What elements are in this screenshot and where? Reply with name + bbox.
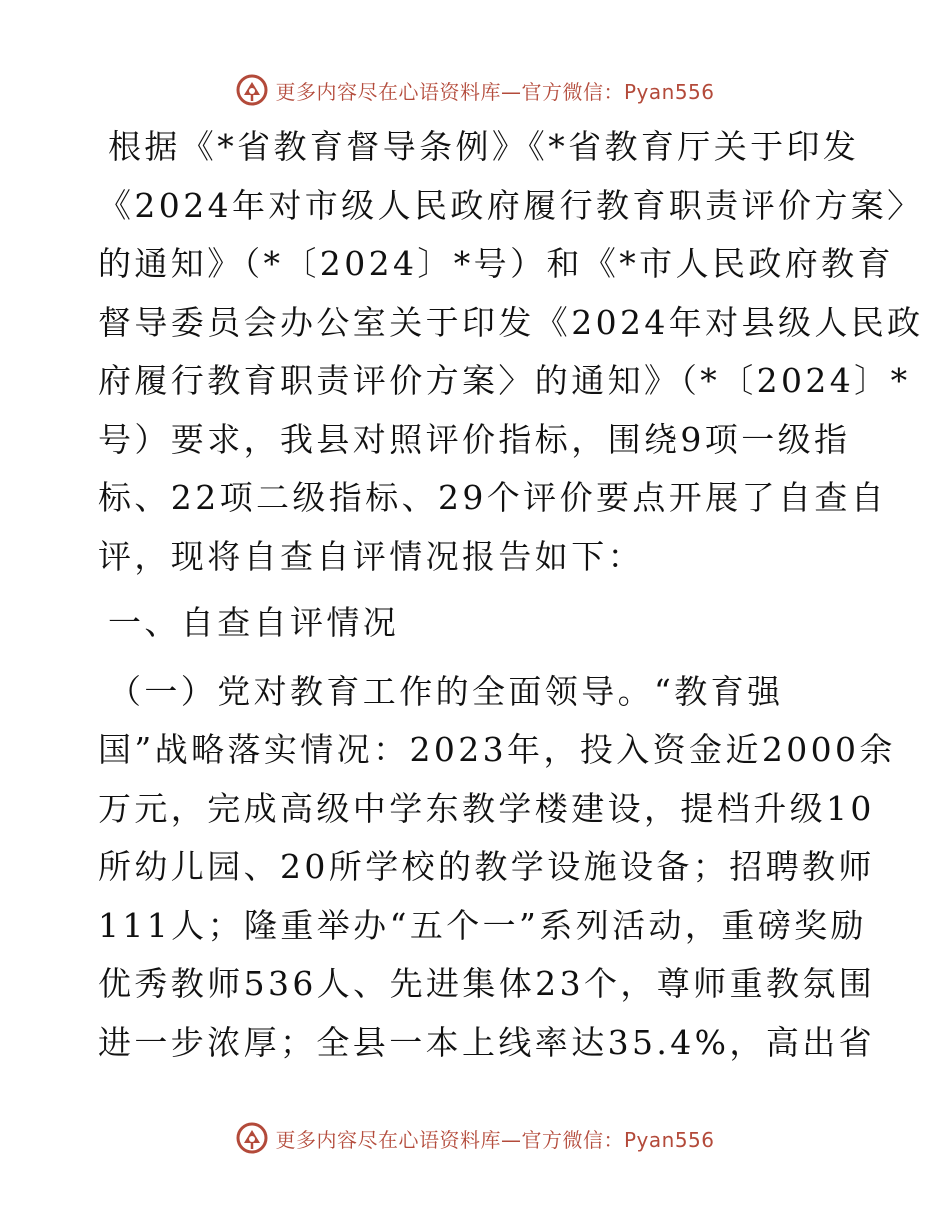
watermark-wechat-id: Pyan556 (623, 1127, 715, 1152)
watermark-separator: — (500, 79, 522, 104)
text-line: 根据《*省教育督导条例》《*省教育厅关于印发 (108, 127, 860, 166)
watermark-text (275, 1124, 714, 1153)
intro-paragraph (98, 118, 924, 586)
watermark-text (275, 76, 714, 105)
section-heading (98, 594, 858, 653)
text-line: （一）党对教育工作的全面领导。“教育强 (108, 671, 784, 711)
text-line: 督导委员会办公室关于印发《2024年对县级人民政 (98, 302, 924, 342)
watermark-separator: — (500, 1127, 522, 1152)
text-line: 国”战略落实情况：2023年，投入资金近2000余 (98, 730, 896, 769)
section-heading-text: 一、自查自评情况 (108, 603, 400, 642)
library-logo-icon (235, 1121, 269, 1155)
text-line: 评，现将自查自评情况报告如下： (98, 536, 644, 576)
text-line: 的通知》（*〔2024〕*号）和《*市人民政府教育 (98, 244, 894, 283)
text-line: 进一步浓厚；全县一本上线率达35.4%，高出省 (98, 1022, 876, 1062)
text-line: 标、22项二级指标、29个评价要点开展了自查自 (98, 478, 888, 517)
text-line: 优秀教师536人、先进集体23个，尊师重教氛围 (98, 964, 876, 1003)
text-line: 所幼儿园、20所学校的教学设施设备；招聘教师 (98, 847, 875, 886)
watermark-library-name: 更多内容尽在心语资料库 (275, 79, 501, 104)
watermark-wechat-label: 官方微信： (521, 1127, 624, 1152)
footer-watermark (0, 1118, 950, 1158)
text-line: 号）要求，我县对照评价指标，围绕9项一级指 (98, 419, 851, 459)
document-body (98, 118, 924, 1072)
text-line: 111人；隆重举办“五个一”系列活动，重磅奖励 (98, 905, 867, 945)
text-line: 府履行教育职责评价方案〉的通知》（*〔2024〕* (98, 361, 911, 400)
header-watermark (0, 70, 950, 110)
subsection-paragraph (98, 663, 896, 1073)
watermark-library-name: 更多内容尽在心语资料库 (275, 1127, 501, 1152)
library-logo-icon (235, 73, 269, 107)
text-line: 万元，完成高级中学东教学楼建设，提档升级10 (98, 788, 875, 828)
watermark-wechat-id: Pyan556 (623, 79, 715, 104)
watermark-wechat-label: 官方微信： (521, 79, 624, 104)
text-line: 《2024年对市级人民政府履行教育职责评价方案〉 (98, 185, 924, 225)
